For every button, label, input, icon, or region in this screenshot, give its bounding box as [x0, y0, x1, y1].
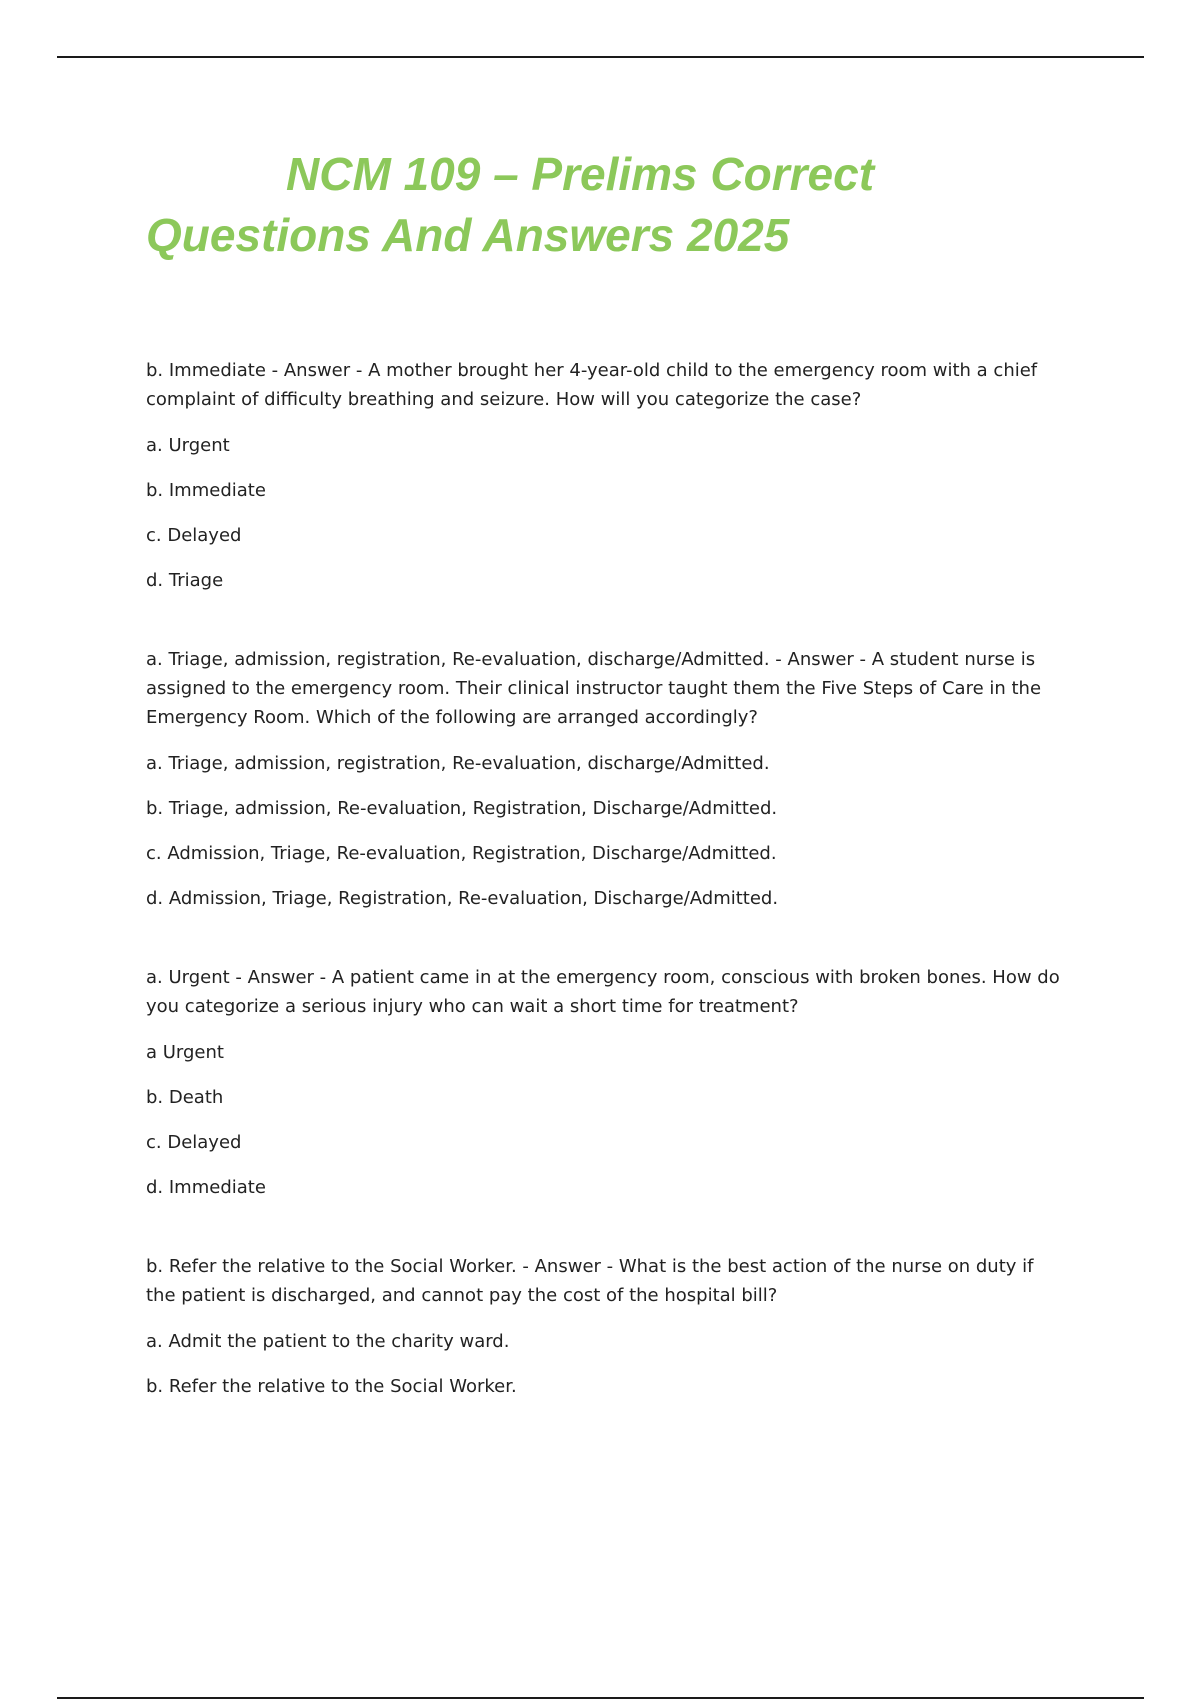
option-d: d. Admission, Triage, Registration, Re-evaluation, Discharge/Admitted. — [146, 888, 779, 909]
option-c: c. Admission, Triage, Re-evaluation, Registration, Discharge/Admitted. — [146, 843, 777, 864]
question-text: a. Urgent - Answer - A patient came in at the emergency room, conscious with broken bones. How do you categorize a serious injury who can wait a short time for treatment? — [146, 967, 1060, 1017]
document-body — [146, 356, 1066, 1417]
top-divider — [57, 56, 1144, 58]
title-line-2: Questions And Answers 2025 — [146, 209, 790, 261]
option-a: a. Urgent — [146, 435, 230, 456]
question-text: b. Refer the relative to the Social Worker. - Answer - What is the best action of the nurse on duty if the patient is discharged, and cannot pay the cost of the hospital bill? — [146, 1256, 1034, 1306]
qa-item-4 — [146, 1252, 1066, 1401]
qa-item-3 — [146, 963, 1066, 1202]
question-text: a. Triage, admission, registration, Re-evaluation, discharge/Admitted. - Answer - A student nurse is assigned to the emergency room. Their clinical instructor taught them the Five Steps of Care in the Emergency Room. Which of the following are arranged accordingly? — [146, 649, 1042, 728]
option-d: d. Triage — [146, 570, 224, 591]
document-title — [146, 144, 1046, 266]
bottom-divider — [57, 1697, 1144, 1699]
option-c: c. Delayed — [146, 525, 242, 546]
qa-item-1 — [146, 356, 1066, 595]
option-a: a. Admit the patient to the charity ward. — [146, 1331, 510, 1352]
option-b: b. Immediate — [146, 480, 266, 501]
qa-item-2 — [146, 645, 1066, 913]
option-a: a. Triage, admission, registration, Re-evaluation, discharge/Admitted. — [146, 753, 770, 774]
option-c: c. Delayed — [146, 1132, 242, 1153]
option-b: b. Refer the relative to the Social Worker. — [146, 1376, 517, 1397]
option-b: b. Death — [146, 1087, 224, 1108]
question-text: b. Immediate - Answer - A mother brought her 4-year-old child to the emergency room with a chief complaint of difficulty breathing and seizure. How will you categorize the case? — [146, 360, 1038, 410]
option-a: a Urgent — [146, 1042, 224, 1063]
option-d: d. Immediate — [146, 1177, 266, 1198]
title-line-1: NCM 109 – Prelims Correct — [286, 148, 875, 200]
option-b: b. Triage, admission, Re-evaluation, Registration, Discharge/Admitted. — [146, 798, 778, 819]
